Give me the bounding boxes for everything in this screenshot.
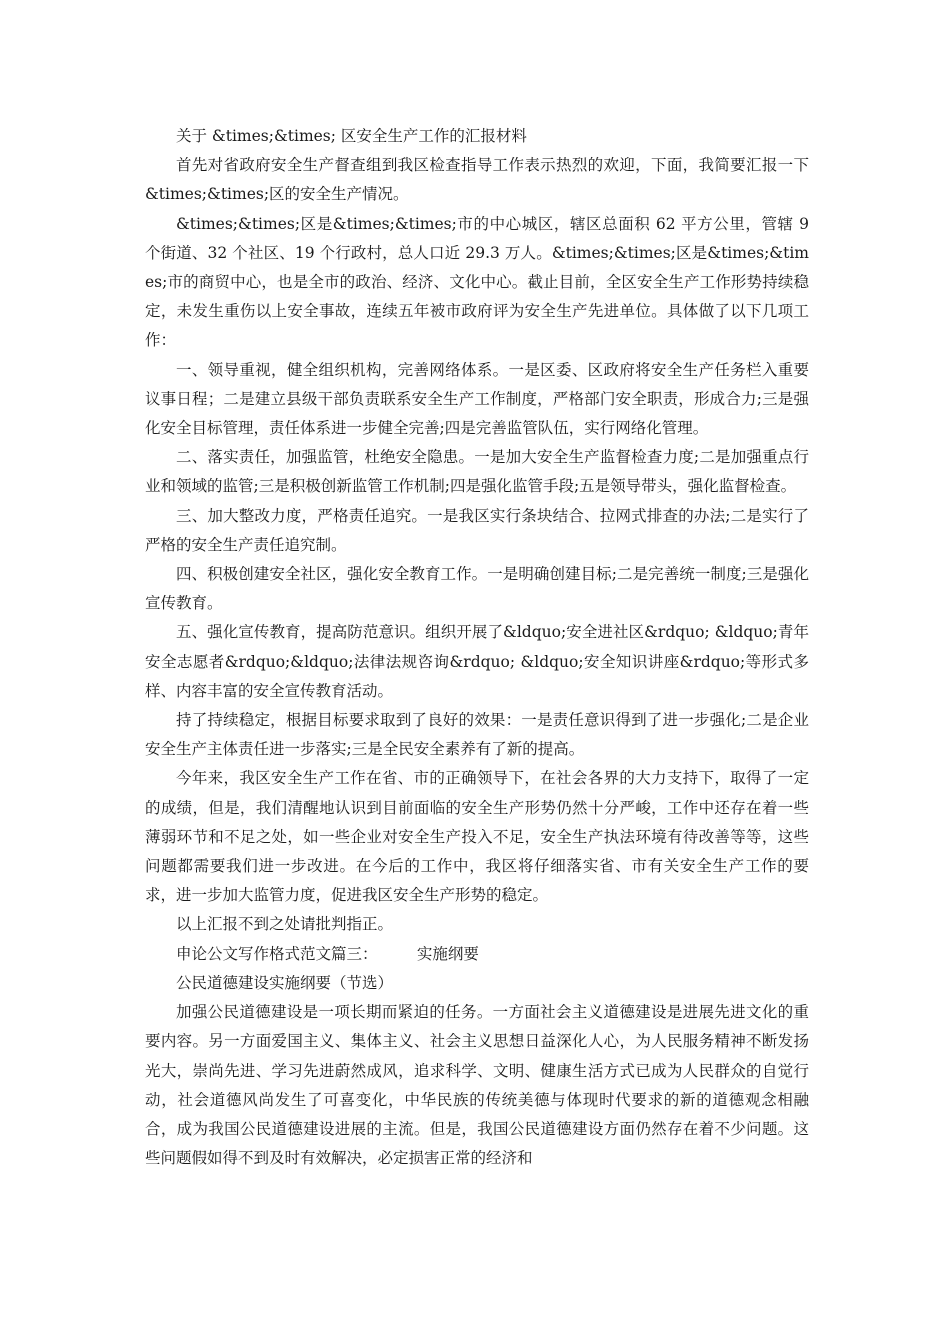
- paragraph-item-4: 四、积极创建安全社区，强化安全教育工作。一是明确创建目标;二是完善统一制度;三是强化宣传教育。: [145, 565, 809, 613]
- paragraph-item-5: 五、强化宣传教育，提高防范意识。组织开展了&ldquo;安全进社区&rdquo; &ldquo;青年安全志愿者&rdquo;&ldquo;法律法规咨询&rdquo; &ldquo;安全知识讲座&rdquo;等形式多样、内容丰富的安全宣传教育活动。: [145, 623, 809, 700]
- paragraph-outlook: 今年来，我区安全生产工作在省、市的正确领导下，在社会各界的大力支持下，取得了一定的成绩，但是，我们清醒地认识到目前面临的安全生产形势仍然十分严峻，工作中还存在着一些薄弱环节和不足之处，如一些企业对安全生产投入不足，安全生产执法环境有待改善等等，这些问题都需要我们进一步改进。在今后的工作中，我区将仔细落实省、市有关安全生产工作的要求，进一步加大监管力度，促进我区安全生产形势的稳定。: [145, 769, 809, 905]
- paragraph-district-overview: &times;&times;区是&times;&times;市的中心城区，辖区总面积 62 平方公里，管辖 9 个街道、32 个社区、19 个行政村，总人口近 29.3 万人。&times;&times;区是&times;&times;市的商贸中心，也是全市的政治、经济、文化中心。截止目前，全区安全生产工作形势持续稳定，未发生重伤以上安全事故，连续五年被市政府评为安全生产先进单位。具体做了以下几项工作：: [145, 214, 809, 350]
- paragraph-welcome: 首先对省政府安全生产督查组到我区检查指导工作表示热烈的欢迎，下面，我简要汇报一下&times;&times;区的安全生产情况。: [145, 156, 809, 204]
- section-subtitle: 公民道德建设实施纲要（节选）: [176, 973, 394, 992]
- paragraph-outline-body: 加强公民道德建设是一项长期而紧迫的任务。一方面社会主义道德建设是进展先进文化的重要内容。另一方面爱国主义、集体主义、社会主义思想日益深化人心，为人民服务精神不断发扬光大，崇尚先进、学习先进蔚然成风，追求科学、文明、健康生活方式已成为人民群众的自觉行动，社会道德风尚发生了可喜变化，中华民族的传统美德与体现时代要求的新的道德观念相融合，成为我国公民道德建设进展的主流。但是，我国公民道德建设方面仍然存在着不少问题。这些问题假如得不到及时有效解决，必定损害正常的经济和: [145, 1003, 809, 1168]
- report-title: 关于 &times;&times; 区安全生产工作的汇报材料: [176, 127, 527, 145]
- paragraph-closing: 以上汇报不到之处请批判指正。: [176, 915, 394, 934]
- section-heading: 申论公文写作格式范文篇三： 实施纲要: [176, 944, 479, 963]
- paragraph-item-3: 三、加大整改力度，严格责任追究。一是我区实行条块结合、拉网式排查的办法;二是实行了严格的安全生产责任追究制。: [145, 506, 809, 554]
- document-body: [145, 122, 809, 1173]
- paragraph-item-1: 一、领导重视，健全组织机构，完善网络体系。一是区委、区政府将安全生产任务栏入重要议事日程；二是建立县级干部负责联系安全生产工作制度，严格部门安全职责，形成合力;三是强化安全目标管理，责任体系进一步健全完善;四是完善监管队伍，实行网络化管理。: [145, 360, 809, 438]
- paragraph-item-2: 二、落实责任，加强监管，杜绝安全隐患。一是加大安全生产监督检查力度;二是加强重点行业和领域的监管;三是积极创新监管工作机制;四是强化监管手段;五是领导带头，强化监督检查。: [145, 448, 809, 496]
- paragraph-results: 持了持续稳定，根据目标要求取到了良好的效果：一是责任意识得到了进一步强化;二是企业安全生产主体责任进一步落实;三是全民安全素养有了新的提高。: [145, 711, 809, 759]
